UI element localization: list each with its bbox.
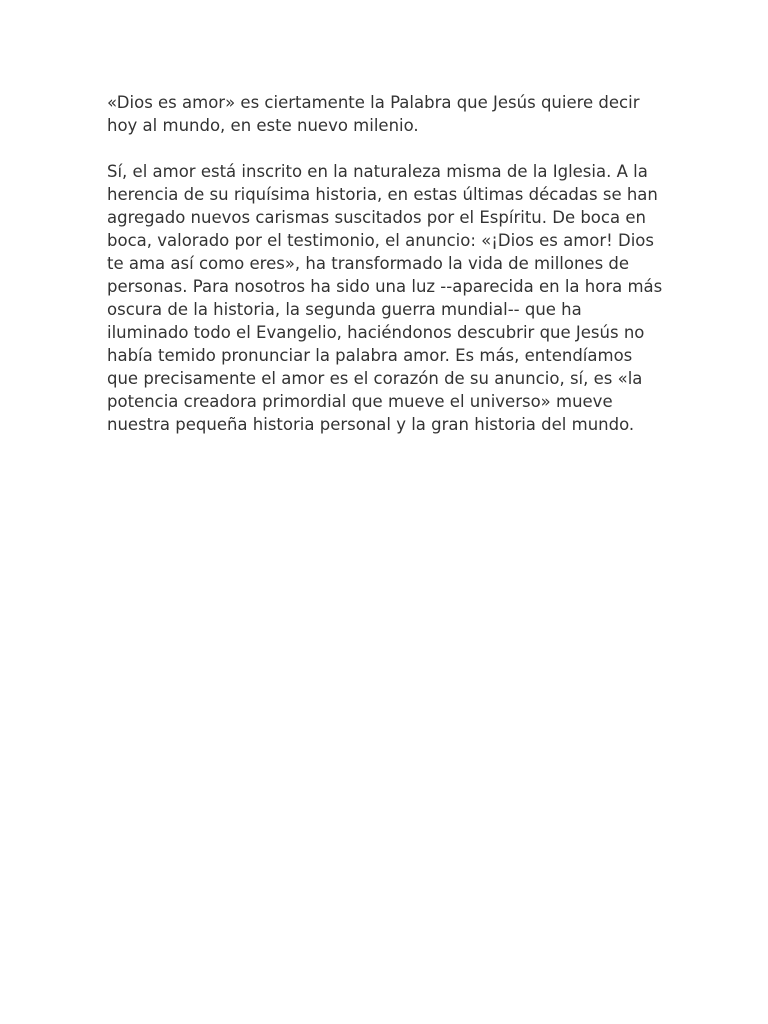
paragraph-2: Sí, el amor está inscrito en la naturaleza misma de la Iglesia. A la herencia de su riquísima historia, en estas últimas décadas se han agregado nuevos carismas suscitados por el Espíritu. De boca en boca, valorado por el testimonio, el anuncio: «¡Dios es amor! Dios te ama así como eres», ha transformado la vida de millones de personas. Para nosotros ha sido una luz --aparecida en la hora más oscura de la historia, la segunda guerra mundial-- que ha iluminado todo el Evangelio, haciéndonos descubrir que Jesús no había temido pronunciar la palabra amor. Es más, entendíamos que precisamente el amor es el corazón de su anuncio, sí, es «la potencia creadora primordial que mueve el universo» mueve nuestra pequeña historia personal y la gran historia del mundo. [107, 162, 663, 434]
document-body [107, 91, 667, 459]
paragraph-1: «Dios es amor» es ciertamente la Palabra que Jesús quiere decir hoy al mundo, en este nuevo milenio. [107, 93, 640, 135]
